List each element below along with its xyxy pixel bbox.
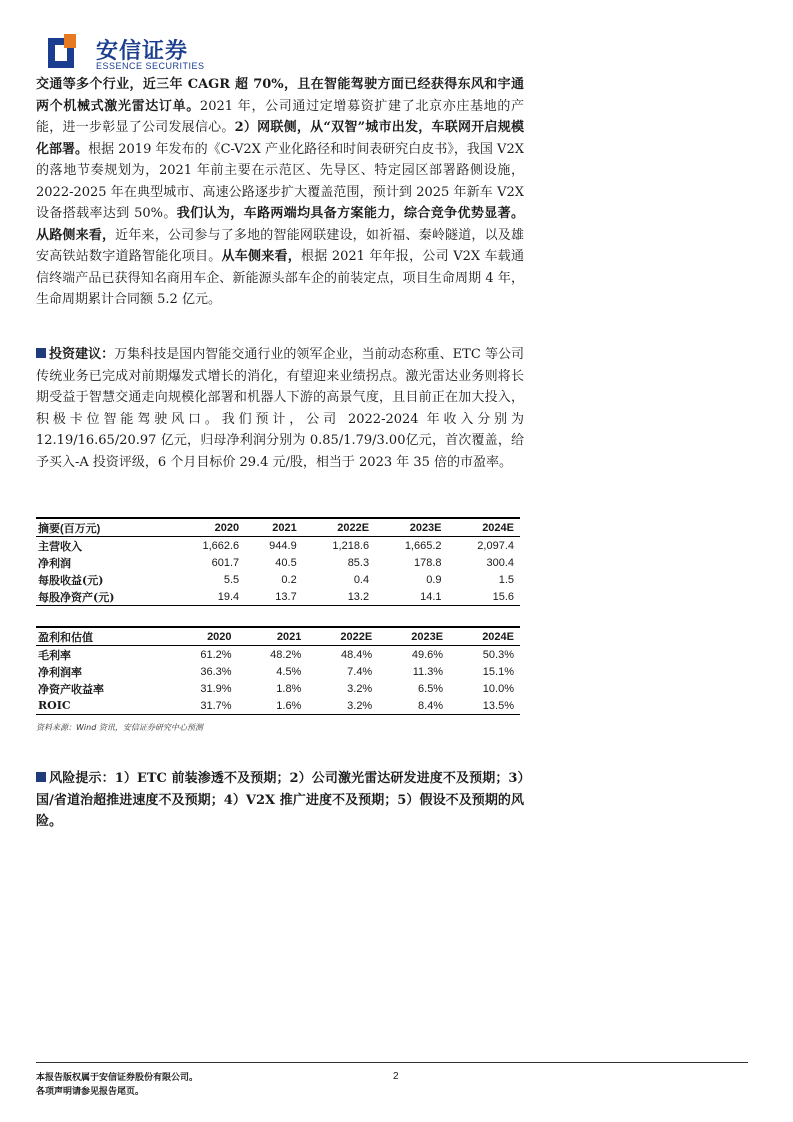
table-row [36,588,520,606]
table-header-cell: 摘要(百万元) [36,518,173,537]
table-header-cell: 2024E [449,627,520,646]
table-cell: 11.3% [412,665,444,678]
table-cell: 1.8% [276,682,302,695]
body-paragraph [36,74,524,311]
table-cell: 4.5% [276,665,302,678]
table-header-cell: 2022E [303,518,375,537]
table-cell: 1.5 [498,573,514,586]
table-cell: 601.7 [211,556,240,569]
table-cell: 49.6% [411,648,444,661]
table-cell: 0.4 [353,573,370,586]
table-cell: 85.3 [347,556,370,569]
table-row [36,680,520,697]
table-cell: 6.5% [418,682,444,695]
table-row [36,663,520,680]
table-row [36,554,520,571]
table-header-cell: 盈利和估值 [36,627,168,646]
table-cell: 0.9 [426,573,442,586]
para-text: 根据 2021 年年报，公司 V2X 车载通信终端产品已获得知名商用车企、新能源头部车企的前装定点，项目生命周期 4 年，生命周期累计合同额 5.2 亿元。 [36,249,524,307]
table-header-cell: 2021 [238,627,308,646]
footer-divider [36,1062,748,1063]
table-cell: 944.9 [269,539,297,552]
table-cell: 50.3% [482,648,514,661]
logo-text-cn: 安信证券 [96,39,189,64]
table-cell: 2,097.4 [477,539,514,552]
valuation-table [36,626,520,715]
table-row [36,537,520,555]
table-cell: 主营收入 [38,539,82,553]
table-cell: 13.2 [303,588,375,606]
para-text: 2）网联侧，从“双智”城市出发，车联网开启规模化部署。 [36,120,524,157]
footer-copyright: 本报告版权属于安信证券股份有限公司。 [36,1073,199,1083]
summary-table [36,517,520,606]
para-text: 近年来，公司参与了多地的智能网联建设，如祈福、秦岭隧道，以及雄安高铁站数字道路智能化项目。 [36,227,524,264]
table-cell: 0.2 [281,573,297,586]
table-cell: 净资产收益率 [38,682,104,696]
para-text: 从车侧来看， [221,249,301,264]
table-header-cell: 2022E [307,627,378,646]
table-cell: 15.6 [448,588,520,606]
table-source-note: 资料来源：Wind 资讯，安信证券研究中心预测 [36,723,203,732]
investment-label: 投资建议： [49,347,115,362]
table-cell: 15.1% [482,665,514,678]
table-cell: 31.9% [200,682,232,695]
table-cell: 300.4 [486,556,514,569]
table-cell: 每股净资产(元) [36,588,173,606]
company-logo [44,34,204,72]
table-row [36,697,520,715]
footer-disclaimer: 各项声明请参见报告尾页。 [36,1087,145,1097]
table-cell: 31.7% [168,697,238,715]
table-cell: 净利润 [38,556,71,570]
logo-text-en: ESSENCE SECURITIES [96,61,205,71]
bullet-square-icon [36,348,46,358]
investment-text: 万集科技是国内智能交通行业的领军企业，当前动态称重、ETC 等公司传统业务已完成对前期爆发式增长的消化，有望迎来业绩拐点。激光雷达业务则将长期受益于智慧交通走向规模化部署和机器人下游的高景气度，且目前正在加大投入，积极卡位智能驾驶风口。我们预计，公司 2022-2024 年收入分别为 12.19/16.65/20.97 亿元，归母净利润分别为 0.85/1.79/3.00亿元，首次覆盖，给予买入-A 投资评级，6 个月目标价 29.4 元/股，相当于 2023 年 35 倍的市盈率。 [36,347,524,470]
table-cell: 每股收益(元) [38,573,104,587]
risk-warning [36,768,524,833]
table-cell: 40.5 [275,556,297,569]
table-cell: 13.5% [449,697,520,715]
table-cell: 净利润率 [38,665,82,679]
table-cell: 178.8 [413,556,442,569]
page-number: 2 [393,1071,399,1082]
table-cell: 1,218.6 [332,539,370,552]
para-text: 2021 年，公司通过定增募资扩建了北京亦庄基地的产能，进一步彰显了公司发展信心。 [36,98,524,135]
table-row [36,571,520,588]
table-cell: ROIC [36,697,168,715]
para-text: 交通等多个行业，近三年 CAGR 超 70%，且在智能驾驶方面已经获得东风和宇通两个机械式激光雷达订单。 [36,77,524,114]
table-header-cell: 2023E [378,627,449,646]
table-header-row [36,518,520,537]
table-cell: 48.2% [270,648,302,661]
table-cell: 5.5 [223,573,240,586]
table-header-cell: 2021 [245,518,303,537]
table-cell: 1,662.6 [202,539,240,552]
table-cell: 1.6% [238,697,308,715]
table-cell: 毛利率 [38,648,71,662]
para-text: 从路侧来看， [36,227,116,243]
logo-mark-icon [44,34,88,72]
para-text: 根据 2019 年发布的《C-V2X 产业化路径和时间表研究白皮书》，我国 V2X 的落地节奏规划为，2021 年前主要在示范区、先导区、特定园区部署路侧设施，2022-2025 年在典型城市、高速公路逐步扩大覆盖范围，预计到 2025 年新车 V2X 设备搭载率达到 50%。 [36,141,524,221]
risk-text: 风险提示：1）ETC 前装渗透不及预期；2）公司激光雷达研发进度不及预期；3）国/省道治超推进速度不及预期；4）V2X 推广进度不及预期；5）假设不及预期的风险。 [36,771,524,829]
table-cell: 61.2% [200,648,232,661]
table-header-cell: 2020 [168,627,238,646]
para-text: 我们认为，车路两端均具备方案能力，综合竞争优势显著。 [176,206,524,221]
bullet-square-icon [36,772,46,782]
table-cell: 3.2% [347,682,373,695]
table-cell: 19.4 [173,588,245,606]
investment-advice [36,344,524,473]
table-header-row [36,627,520,646]
table-cell: 1,665.2 [404,539,442,552]
table-cell: 8.4% [378,697,449,715]
table-cell: 36.3% [200,665,232,678]
table-cell: 48.4% [341,648,373,661]
table-cell: 3.2% [307,697,378,715]
table-header-cell: 2020 [173,518,245,537]
table-cell: 14.1 [375,588,447,606]
table-cell: 13.7 [245,588,303,606]
table-header-cell: 2024E [448,518,520,537]
table-header-cell: 2023E [375,518,447,537]
table-cell: 7.4% [347,665,373,678]
table-cell: 10.0% [482,682,514,695]
table-row [36,646,520,664]
